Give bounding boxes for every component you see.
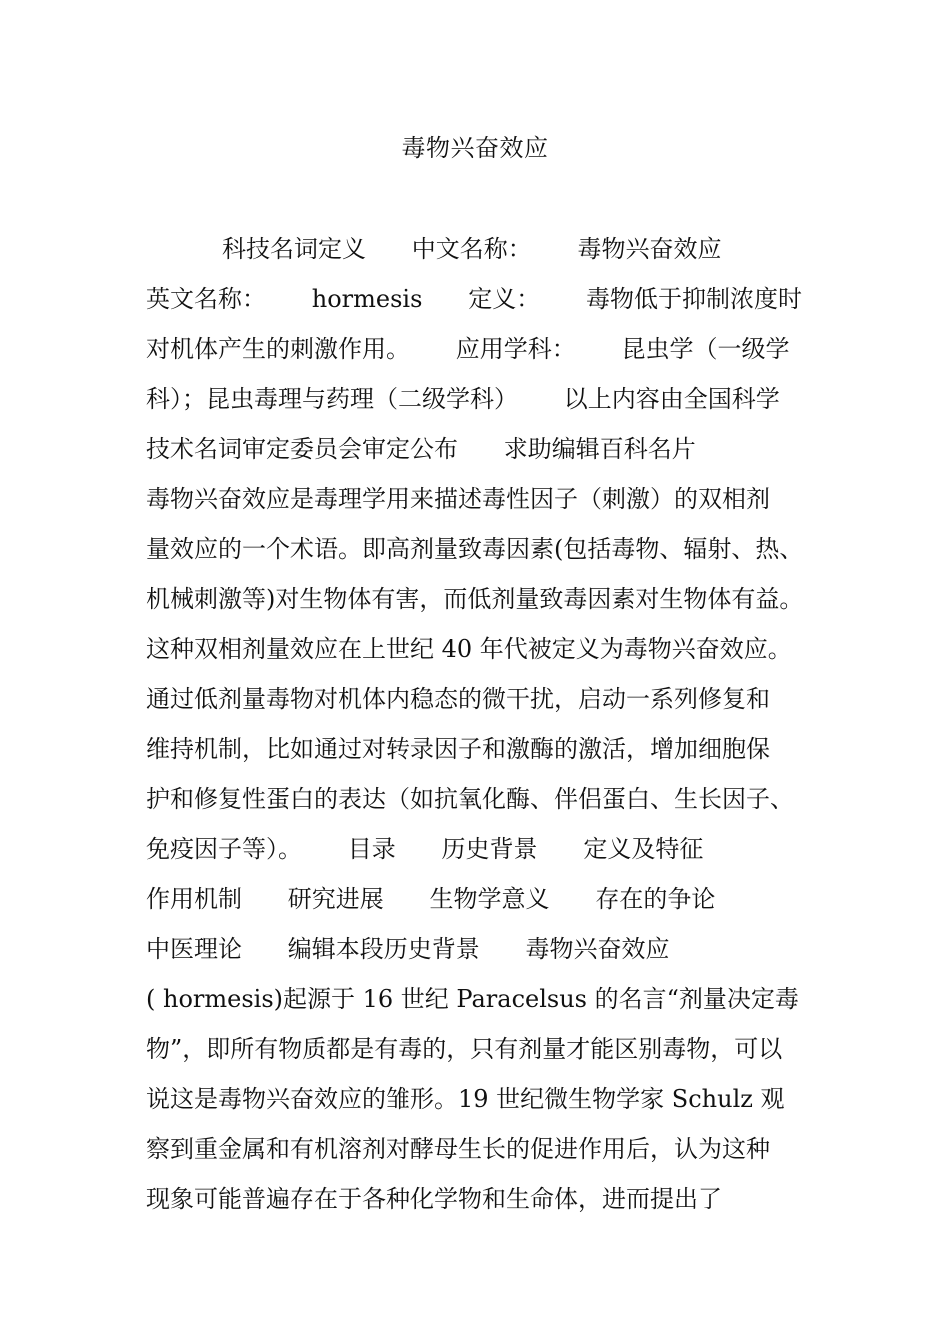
text-line: 中医理论 编辑本段历史背景 毒物兴奋效应 bbox=[146, 935, 670, 963]
text-line: 对机体产生的刺激作用。 应用学科： 昆虫学（一级学 bbox=[146, 335, 790, 363]
text-line: 护和修复性蛋白的表达（如抗氧化酶、伴侣蛋白、生长因子、 bbox=[146, 785, 794, 813]
text-line: 现象可能普遍存在于各种化学物和生命体，进而提出了 bbox=[146, 1185, 722, 1213]
text-line: 英文名称： hormesis 定义： 毒物低于抑制浓度时 bbox=[146, 285, 802, 313]
text-line: 毒物兴奋效应是毒理学用来描述毒性因子（刺激）的双相剂 bbox=[146, 485, 770, 513]
text-line: 技术名词审定委员会审定公布 求助编辑百科名片 bbox=[146, 435, 696, 463]
text-line: 维持机制，比如通过对转录因子和激酶的激活，增加细胞保 bbox=[146, 735, 770, 763]
text-line: 察到重金属和有机溶剂对酵母生长的促进作用后，认为这种 bbox=[146, 1135, 770, 1163]
text-line: 科技名词定义 中文名称： 毒物兴奋效应 bbox=[222, 235, 722, 263]
text-line: 物”，即所有物质都是有毒的，只有剂量才能区别毒物，可以 bbox=[146, 1035, 783, 1063]
document-body bbox=[146, 232, 826, 1232]
text-line: 量效应的一个术语。即高剂量致毒因素(包括毒物、辐射、热、 bbox=[146, 535, 804, 563]
text-line: 作用机制 研究进展 生物学意义 存在的争论 bbox=[146, 885, 716, 913]
text-line: 通过低剂量毒物对机体内稳态的微干扰，启动一系列修复和 bbox=[146, 685, 770, 713]
text-line: ( hormesis)起源于 16 世纪 Paracelsus 的名言“剂量决定毒 bbox=[146, 985, 799, 1013]
text-line: 说这是毒物兴奋效应的雏形。19 世纪微生物学家 Schulz 观 bbox=[146, 1085, 785, 1113]
text-line: 科）；昆虫毒理与药理（二级学科） 以上内容由全国科学 bbox=[146, 385, 780, 413]
text-line: 免疫因子等）。 目录 历史背景 定义及特征 bbox=[146, 835, 704, 863]
text-line: 机械刺激等)对生物体有害，而低剂量致毒因素对生物体有益。 bbox=[146, 585, 804, 613]
text-line: 这种双相剂量效应在上世纪 40 年代被定义为毒物兴奋效应。 bbox=[146, 635, 792, 663]
document-title: 毒物兴奋效应 bbox=[401, 134, 549, 162]
